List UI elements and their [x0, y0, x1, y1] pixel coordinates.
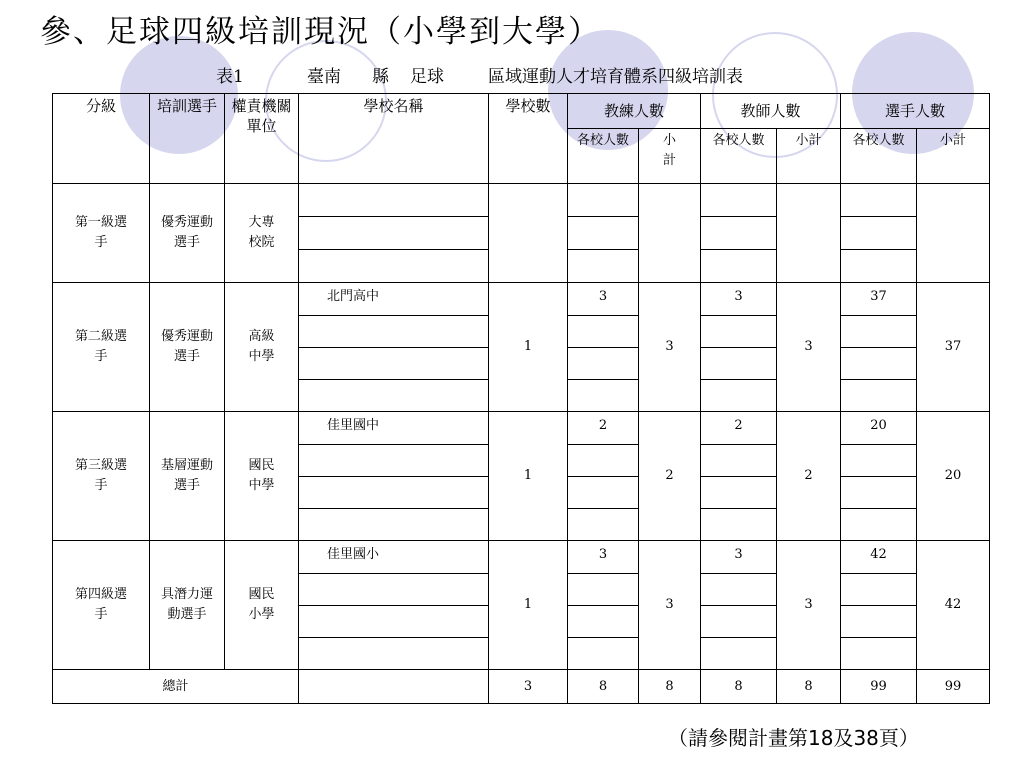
empty-cell [841, 638, 917, 670]
header-teacher-subtotal: 小計 [777, 129, 841, 184]
empty-cell [701, 638, 777, 670]
empty-cell [299, 638, 489, 670]
slide-title: 參、足球四級培訓現況（小學到大學） [40, 14, 601, 50]
empty-cell [299, 316, 489, 348]
empty-cell [299, 509, 489, 541]
authority-cell: 高級中學 [225, 283, 299, 412]
empty-cell [841, 445, 917, 477]
coach-subtotal-cell: 3 [639, 283, 701, 412]
school-count-cell: 1 [489, 283, 568, 412]
total-school-count: 3 [489, 670, 568, 704]
empty-cell [568, 217, 639, 250]
header-coach-per-school: 各校人數 [568, 129, 639, 184]
empty-cell [841, 509, 917, 541]
empty-cell [568, 348, 639, 380]
total-label: 總計 [53, 670, 299, 704]
caption-sport: 足球 [410, 67, 444, 87]
empty-cell [841, 316, 917, 348]
empty-cell [299, 380, 489, 412]
level-cell: 第四級選手 [53, 541, 150, 670]
empty-cell [701, 574, 777, 606]
caption-county: 縣 [372, 67, 389, 87]
teacher-subtotal-cell: 3 [777, 541, 841, 670]
empty-cell [299, 606, 489, 638]
total-teacher-subtotal: 8 [777, 670, 841, 704]
total-coach: 8 [568, 670, 639, 704]
header-school-name: 學校名稱 [299, 94, 489, 184]
header-teacher-per-school: 各校人數 [701, 129, 777, 184]
header-authority: 權責機關單位 [225, 94, 299, 184]
header-player-subtotal: 小計 [917, 129, 990, 184]
empty-cell [701, 380, 777, 412]
school-count-cell: 1 [489, 541, 568, 670]
empty-cell [841, 606, 917, 638]
training-table [52, 93, 990, 704]
empty-cell [701, 217, 777, 250]
header-coach-subtotal: 小計 [639, 129, 701, 184]
school-name-cell: 佳里國中 [299, 412, 489, 445]
empty-cell [299, 477, 489, 509]
empty-cell [568, 574, 639, 606]
trainee-cell: 基層運動選手 [150, 412, 225, 541]
coach-count-cell: 2 [568, 412, 639, 445]
player-count-cell: 37 [841, 283, 917, 316]
empty-cell [701, 606, 777, 638]
teacher-count-cell [701, 184, 777, 217]
caption-title: 區域運動人才培育體系四級培訓表 [488, 67, 743, 87]
teacher-subtotal-cell [777, 184, 841, 283]
total-school-cell [299, 670, 489, 704]
player-count-cell: 42 [841, 541, 917, 574]
trainee-cell: 優秀運動選手 [150, 184, 225, 283]
teacher-count-cell: 2 [701, 412, 777, 445]
empty-cell [841, 574, 917, 606]
empty-cell [299, 574, 489, 606]
caption-table-number: 表1 [216, 67, 244, 87]
school-name-cell [299, 184, 489, 217]
empty-cell [841, 348, 917, 380]
player-subtotal-cell: 20 [917, 412, 990, 541]
table-caption [0, 62, 1024, 88]
player-count-cell: 20 [841, 412, 917, 445]
total-player-subtotal: 99 [917, 670, 990, 704]
coach-subtotal-cell: 3 [639, 541, 701, 670]
header-coach: 教練人數 [568, 94, 701, 129]
player-subtotal-cell: 42 [917, 541, 990, 670]
empty-cell [841, 217, 917, 250]
header-school-count: 學校數 [489, 94, 568, 184]
header-trainee: 培訓選手 [150, 94, 225, 184]
trainee-cell: 優秀運動選手 [150, 283, 225, 412]
coach-count-cell: 3 [568, 541, 639, 574]
authority-cell: 大專校院 [225, 184, 299, 283]
authority-cell: 國民中學 [225, 412, 299, 541]
level-cell: 第一級選手 [53, 184, 150, 283]
empty-cell [701, 477, 777, 509]
empty-cell [568, 250, 639, 283]
empty-cell [568, 380, 639, 412]
player-subtotal-cell: 37 [917, 283, 990, 412]
empty-cell [568, 509, 639, 541]
empty-cell [568, 638, 639, 670]
empty-cell [701, 509, 777, 541]
coach-count-cell: 3 [568, 283, 639, 316]
empty-cell [299, 250, 489, 283]
empty-cell [568, 477, 639, 509]
trainee-cell: 具潛力運動選手 [150, 541, 225, 670]
header-player-per-school: 各校人數 [841, 129, 917, 184]
coach-subtotal-cell [639, 184, 701, 283]
player-count-cell [841, 184, 917, 217]
empty-cell [841, 250, 917, 283]
teacher-count-cell: 3 [701, 283, 777, 316]
school-name-cell: 佳里國小 [299, 541, 489, 574]
empty-cell [299, 348, 489, 380]
total-teacher: 8 [701, 670, 777, 704]
school-name-cell: 北門高中 [299, 283, 489, 316]
school-count-cell [489, 184, 568, 283]
header-teacher: 教師人數 [701, 94, 841, 129]
caption-city: 臺南 [307, 67, 341, 87]
empty-cell [568, 316, 639, 348]
level-cell: 第二級選手 [53, 283, 150, 412]
total-coach-subtotal: 8 [639, 670, 701, 704]
empty-cell [299, 217, 489, 250]
header-player: 選手人數 [841, 94, 990, 129]
coach-subtotal-cell: 2 [639, 412, 701, 541]
teacher-subtotal-cell: 3 [777, 283, 841, 412]
empty-cell [841, 380, 917, 412]
empty-cell [841, 477, 917, 509]
empty-cell [701, 348, 777, 380]
teacher-count-cell: 3 [701, 541, 777, 574]
empty-cell [568, 445, 639, 477]
empty-cell [568, 606, 639, 638]
header-level: 分級 [53, 94, 150, 184]
empty-cell [701, 445, 777, 477]
empty-cell [299, 445, 489, 477]
teacher-subtotal-cell: 2 [777, 412, 841, 541]
authority-cell: 國民小學 [225, 541, 299, 670]
empty-cell [701, 316, 777, 348]
coach-count-cell [568, 184, 639, 217]
total-player: 99 [841, 670, 917, 704]
page-reference-note: （請參閱計畫第18及38頁） [668, 726, 919, 750]
school-count-cell: 1 [489, 412, 568, 541]
empty-cell [701, 250, 777, 283]
player-subtotal-cell [917, 184, 990, 283]
level-cell: 第三級選手 [53, 412, 150, 541]
